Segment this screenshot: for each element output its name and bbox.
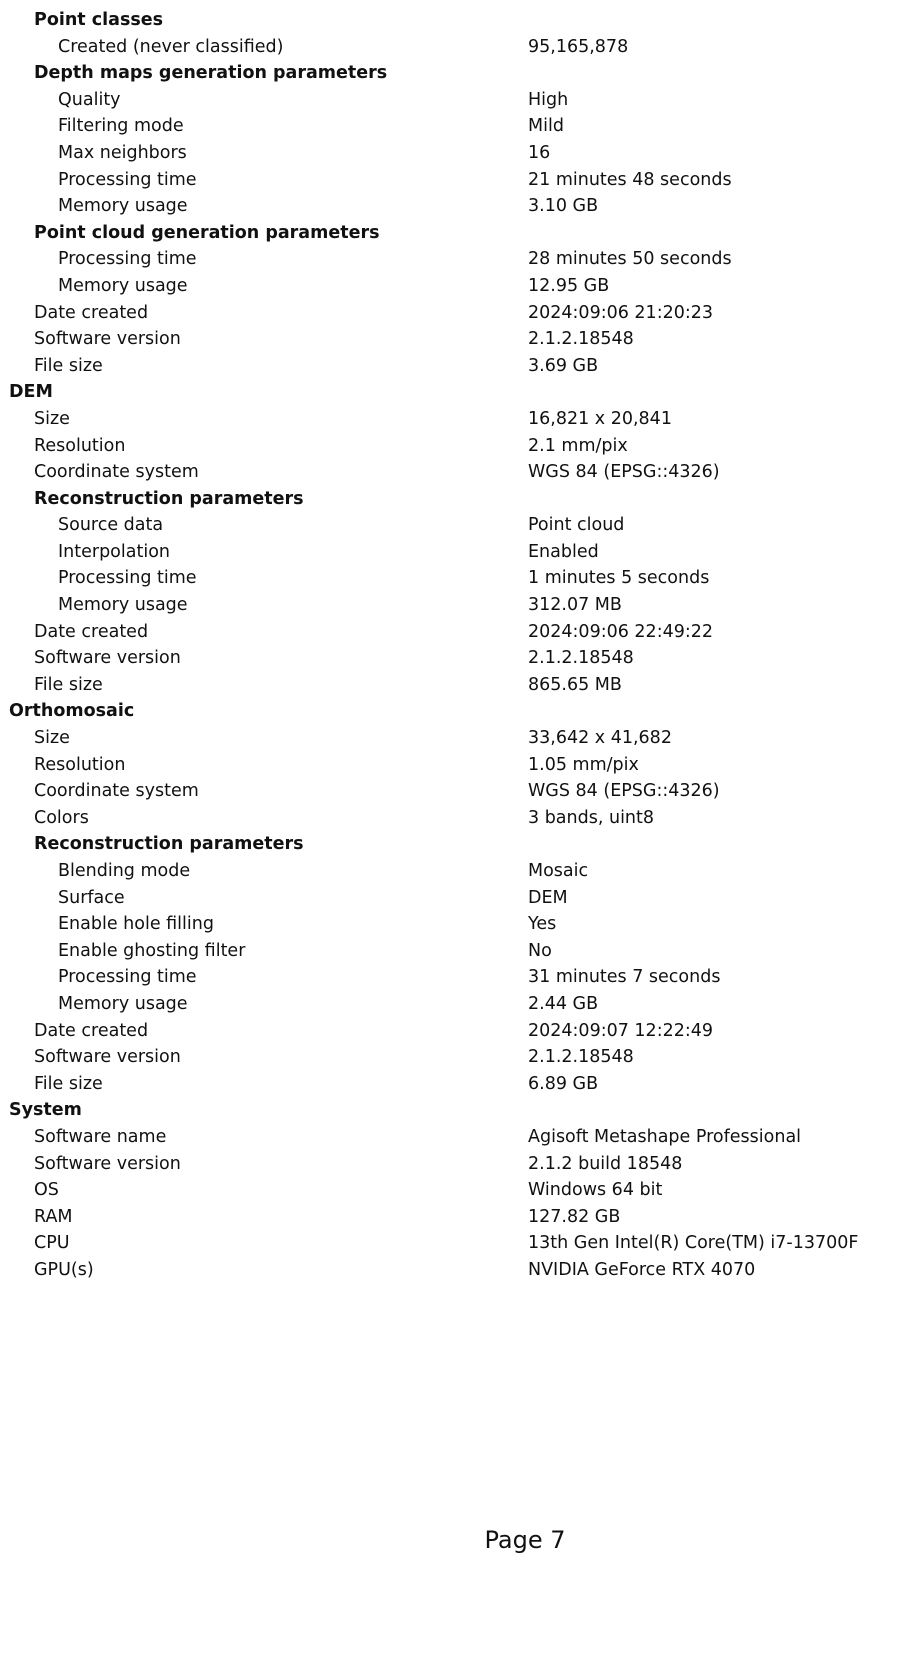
- property-label: Coordinate system: [34, 781, 199, 802]
- property-value: Enabled: [528, 541, 599, 562]
- property-row: [0, 778, 922, 805]
- property-value: Windows 64 bit: [528, 1180, 663, 1201]
- property-row: [0, 353, 922, 380]
- section-heading-row: [0, 1097, 922, 1124]
- property-value: 16: [528, 142, 551, 163]
- property-row: [0, 406, 922, 433]
- section-heading: Depth maps generation parameters: [34, 63, 388, 84]
- property-value: 31 minutes 7 seconds: [528, 967, 721, 988]
- property-label: Colors: [34, 807, 89, 828]
- property-value: 3.10 GB: [528, 196, 599, 217]
- property-row: [0, 113, 922, 140]
- property-label: Software version: [34, 329, 181, 350]
- section-heading-row: [0, 220, 922, 247]
- property-row: [0, 1151, 922, 1178]
- section-heading: Point classes: [34, 10, 164, 30]
- property-value: 95,165,878: [528, 36, 629, 57]
- property-value: 865.65 MB: [528, 674, 622, 695]
- property-row: [0, 167, 922, 194]
- property-value: Agisoft Metashape Professional: [528, 1126, 802, 1147]
- property-label: Enable hole filling: [58, 914, 214, 935]
- property-row: [0, 1230, 922, 1257]
- property-row: [0, 1204, 922, 1231]
- property-row: [0, 87, 922, 114]
- property-label: Created (never classified): [58, 36, 284, 57]
- property-label: CPU: [34, 1233, 70, 1254]
- property-label: Software name: [34, 1126, 167, 1147]
- property-label: Quality: [58, 89, 121, 110]
- property-label: File size: [34, 355, 103, 376]
- property-value: DEM: [528, 887, 568, 908]
- property-value: 3 bands, uint8: [528, 807, 655, 828]
- property-label: Memory usage: [58, 275, 188, 296]
- property-value: Point cloud: [528, 515, 625, 536]
- property-label: Processing time: [58, 169, 197, 190]
- property-label: Coordinate system: [34, 462, 199, 483]
- property-label: Max neighbors: [58, 142, 187, 163]
- property-value: 28 minutes 50 seconds: [528, 249, 732, 270]
- property-row: [0, 193, 922, 220]
- property-row: [0, 645, 922, 672]
- property-row: [0, 459, 922, 486]
- property-value: 2.1.2.18548: [528, 648, 634, 669]
- property-value: 2024:09:07 12:22:49: [528, 1020, 714, 1041]
- property-row: [0, 300, 922, 327]
- property-value: NVIDIA GeForce RTX 4070: [528, 1259, 756, 1280]
- property-label: Source data: [58, 515, 164, 536]
- section-heading-row: [0, 379, 922, 406]
- section-heading: DEM: [9, 382, 53, 403]
- property-value: Mild: [528, 116, 564, 137]
- property-label: Blending mode: [58, 861, 191, 881]
- property-row: [0, 885, 922, 912]
- property-row: [0, 752, 922, 779]
- property-row: [0, 1018, 922, 1045]
- property-label: Software version: [34, 648, 181, 669]
- section-heading: Point cloud generation parameters: [34, 222, 380, 243]
- property-label: Interpolation: [58, 541, 170, 562]
- property-row: [0, 672, 922, 699]
- property-value: 2.1.2.18548: [528, 329, 634, 350]
- property-label: Date created: [34, 302, 149, 323]
- property-row: [0, 858, 922, 885]
- property-label: Date created: [34, 1020, 149, 1041]
- property-row: [0, 273, 922, 300]
- report-table: [0, 7, 922, 1284]
- property-label: Filtering mode: [58, 116, 184, 137]
- property-value: 2.1 mm/pix: [528, 435, 628, 456]
- page-number: Page 7: [484, 1526, 566, 1554]
- property-value: 13th Gen Intel(R) Core(TM) i7-13700F: [528, 1233, 859, 1254]
- property-value: 2.1.2.18548: [528, 1047, 634, 1068]
- property-value: High: [528, 89, 569, 110]
- property-row: [0, 1071, 922, 1098]
- property-label: Date created: [34, 621, 149, 642]
- section-heading: System: [9, 1100, 82, 1121]
- property-row: [0, 140, 922, 167]
- property-label: GPU(s): [34, 1259, 94, 1280]
- property-row: [0, 539, 922, 566]
- property-value: 312.07 MB: [528, 595, 622, 616]
- property-value: 6.89 GB: [528, 1073, 599, 1094]
- property-label: Memory usage: [58, 595, 188, 616]
- property-label: Software version: [34, 1047, 181, 1068]
- property-row: [0, 565, 922, 592]
- section-heading-row: [0, 698, 922, 725]
- property-label: Size: [34, 408, 70, 429]
- property-row: [0, 1177, 922, 1204]
- property-label: Resolution: [34, 435, 126, 456]
- property-label: Processing time: [58, 967, 197, 988]
- property-row: [0, 592, 922, 619]
- property-row: [0, 433, 922, 460]
- property-value: 16,821 x 20,841: [528, 408, 672, 429]
- property-label: File size: [34, 674, 103, 695]
- property-value: 2.44 GB: [528, 993, 599, 1014]
- property-row: [0, 326, 922, 353]
- property-value: No: [528, 940, 552, 961]
- property-value: 1.05 mm/pix: [528, 754, 639, 775]
- property-label: OS: [34, 1180, 59, 1201]
- property-value: Yes: [528, 914, 557, 935]
- property-row: [0, 34, 922, 61]
- property-row: [0, 246, 922, 273]
- section-heading: Reconstruction parameters: [34, 488, 304, 509]
- property-value: 1 minutes 5 seconds: [528, 568, 710, 589]
- property-row: [0, 725, 922, 752]
- property-value: 2024:09:06 21:20:23: [528, 302, 714, 323]
- property-label: Size: [34, 728, 70, 749]
- property-value: Mosaic: [528, 861, 589, 881]
- property-row: [0, 991, 922, 1018]
- property-row: [0, 911, 922, 938]
- property-value: 3.69 GB: [528, 355, 599, 376]
- property-label: Enable ghosting filter: [58, 940, 246, 961]
- property-row: [0, 1124, 922, 1151]
- property-label: Processing time: [58, 249, 197, 270]
- section-heading-row: [0, 831, 922, 858]
- property-value: 21 minutes 48 seconds: [528, 169, 732, 190]
- property-label: Resolution: [34, 754, 126, 775]
- property-label: RAM: [34, 1206, 73, 1227]
- section-heading-row: [0, 7, 922, 34]
- section-heading: Reconstruction parameters: [34, 834, 304, 855]
- property-row: [0, 805, 922, 832]
- property-row: [0, 512, 922, 539]
- property-value: WGS 84 (EPSG::4326): [528, 781, 720, 802]
- property-label: Surface: [58, 887, 125, 908]
- property-value: 2.1.2 build 18548: [528, 1153, 683, 1174]
- section-heading-row: [0, 486, 922, 513]
- property-row: [0, 1044, 922, 1071]
- property-label: Software version: [34, 1153, 181, 1174]
- property-value: 2024:09:06 22:49:22: [528, 621, 714, 642]
- property-value: WGS 84 (EPSG::4326): [528, 462, 720, 483]
- property-label: Memory usage: [58, 993, 188, 1014]
- property-row: [0, 619, 922, 646]
- property-value: 12.95 GB: [528, 275, 610, 296]
- property-value: 127.82 GB: [528, 1206, 621, 1227]
- property-label: Memory usage: [58, 196, 188, 217]
- section-heading: Orthomosaic: [9, 701, 135, 722]
- section-heading-row: [0, 60, 922, 87]
- property-row: [0, 938, 922, 965]
- property-row: [0, 1257, 922, 1284]
- property-row: [0, 964, 922, 991]
- property-value: 33,642 x 41,682: [528, 728, 672, 749]
- property-label: Processing time: [58, 568, 197, 589]
- property-label: File size: [34, 1073, 103, 1094]
